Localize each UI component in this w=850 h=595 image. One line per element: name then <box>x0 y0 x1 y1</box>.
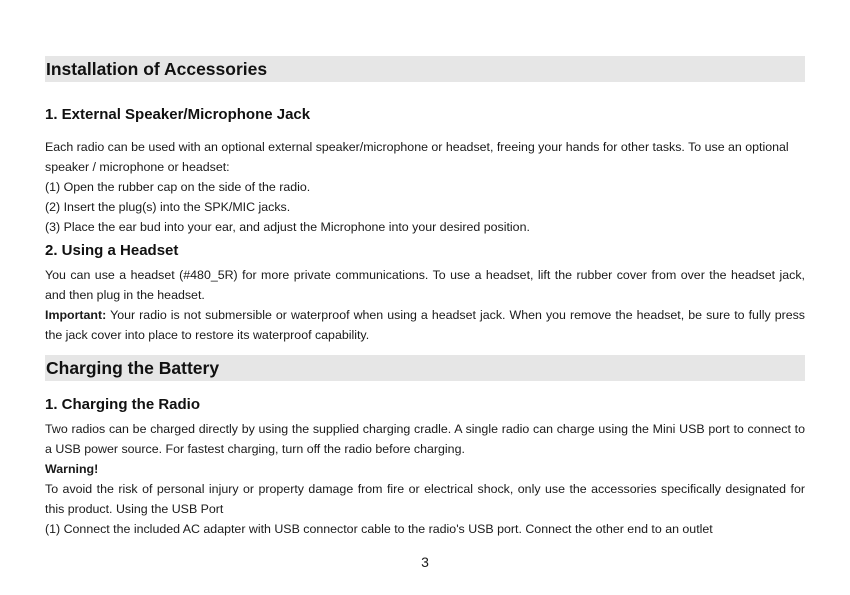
paragraph-important <box>45 305 805 345</box>
section-title-charging: Charging the Battery <box>45 355 805 381</box>
step-place-earbud: (3) Place the ear bud into your ear, and adjust the Microphone into your desired position. <box>45 220 530 234</box>
important-text: Your radio is not submersible or waterproof when using a headset jack. When you remove the headset, be sure to fully press the jack cover into place to restore its waterproof capability. <box>45 308 805 342</box>
paragraph-speaker-intro: Each radio can be used with an optional external speaker/microphone or headset, freeing your hands for other tasks. To use an optional speaker / microphone or headset: <box>45 140 789 174</box>
step-connect-adapter: (1) Connect the included AC adapter with USB connector cable to the radio's USB port. Connect the other end to an outlet <box>45 522 713 536</box>
important-label: Important: <box>45 308 107 322</box>
manual-page <box>45 56 805 539</box>
page-number: 3 <box>421 554 429 570</box>
paragraph-headset-body: You can use a headset (#480_5R) for more private communications. To use a headset, lift the rubber cover from over the headset jack, and then plug in the headset. <box>45 268 805 302</box>
warning-label: Warning! <box>45 462 99 476</box>
heading-external-speaker-jack: 1. External Speaker/Microphone Jack <box>45 106 311 123</box>
paragraph-warning: To avoid the risk of personal injury or property damage from fire or electrical shock, only use the accessories specifically designated for this product. Using the USB Port <box>45 482 805 516</box>
section-title-installation: Installation of Accessories <box>45 56 805 82</box>
heading-charging-radio: 1. Charging the Radio <box>45 396 201 413</box>
step-open-cap: (1) Open the rubber cap on the side of the radio. <box>45 180 311 194</box>
heading-using-headset: 2. Using a Headset <box>45 242 179 259</box>
paragraph-charging-body: Two radios can be charged directly by using the supplied charging cradle. A single radio can charge using the Mini USB port to connect to a USB power source. For fastest charging, turn off the radio before charging. <box>45 422 805 456</box>
step-insert-plug: (2) Insert the plug(s) into the SPK/MIC jacks. <box>45 200 291 214</box>
